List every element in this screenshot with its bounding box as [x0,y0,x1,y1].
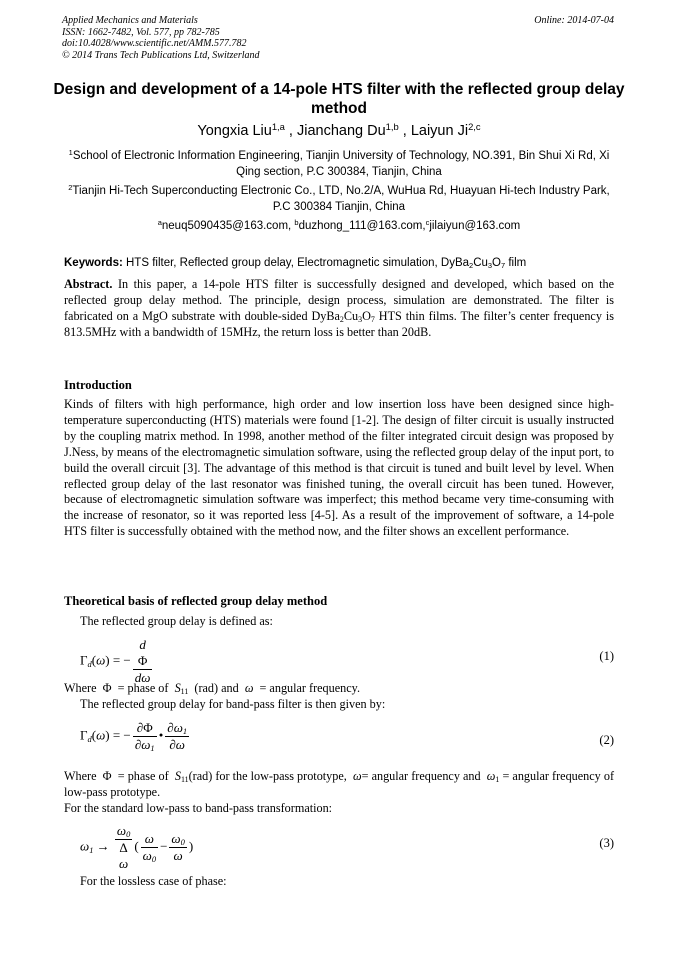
affiliation-text: School of Electronic Information Engineering, Tianjin University of Technology, NO.391, Bin Shui Xi Rd, Xi Qing section, P.C 300384, Tianjin, China [72,150,610,178]
equation-3-number: (3) [599,836,614,850]
formula-sub: 2 [469,260,474,270]
text-run: = [502,769,510,783]
keywords-text: HTS filter, Reflected group delay, Electromagnetic simulation, DyBa [126,257,470,269]
text-run: Where [64,681,97,695]
formula-sub: 7 [501,260,506,270]
author-list: Yongxia Liu$^{1,a}$ , Jianchang Du$^{1,b}$ , Laiyun Ji$^{2,c}$ [197,120,481,139]
email-address[interactable]: neuq5090435@163.com [161,220,289,232]
abstract-text: In this paper, a 14-pole HTS filter is successfully designed and developed, which based on the reflected group delay method. The principle, design process, simulation are demonstrated. The filter is fabricated on a MgO substrate with double-sided DyBa [64,277,614,323]
formula-part: O [362,308,371,323]
text-run: = phase of [117,681,169,695]
author-sup: 2,c [468,120,481,132]
issn-line: ISSN: 1662-7482, Vol. 577, pp 782-785 [62,26,220,38]
abstract-text: HTS thin films. The filter’s center frequency is 813.5MHz with a bandwidth of 15MHz, the return loss is better than 20dB. [64,308,614,339]
affiliation-text: Tianjin Hi-Tech Superconducting Electronic Co., LTD, No.2/A, WuHua Rd, Huayuan Hi-tech Industry Park, P.C 300384 Tianjin, China [72,185,610,213]
email-line: $^a$neuq5090435@163.com, $^b$duzhong_111@163.com,$^c$jilaiyun@163.com [157,217,521,232]
keywords-tail: film [505,257,527,269]
formula-sub: 2 [339,314,344,324]
formula-sub: 3 [358,314,363,324]
keywords-label: Keywords: [64,257,123,269]
formula-part: Cu [343,308,359,323]
section-heading-introduction: Introduction [64,378,132,392]
text-run: = angular frequency and [361,769,481,783]
theory-text-lossless: For the lossless case of phase: [80,874,227,888]
doi-line[interactable]: doi:10.4028/www.scientific.net/AMM.577.782 [62,38,247,49]
email-address[interactable]: duzhong_111@163.com [298,220,423,232]
journal-header [62,15,260,61]
affiliation-1 [60,149,618,180]
formula-part: O [492,257,501,269]
copyright-line: © 2014 Trans Tech Publications Ltd, Switzerland [62,49,260,61]
equation-2: $\Gamma_d(\omega)$ = − $\frac{\partial\Phi}{\partial\omega_1}$ • $\frac{\partial\omega_1}{\partial\omega}$ [80,720,188,754]
theory-text-standard: For the standard low-pass to band-pass transformation: [64,801,333,815]
email-sup: a [157,217,162,227]
author-name: Yongxia Liu [197,123,272,139]
text-run: (rad) for the low-pass prototype, [188,769,347,783]
author-name: Jianchang Du [296,123,386,139]
formula-sub: 7 [370,314,375,324]
intro-paragraph: Kinds of filters with high performance, high order and low insertion loss have been designed since high-temperature superconducting (HTS) materials were found [1-2]. The design of filter circuit is usually instructed by the coupling matrix method. In 1998, another method of the filter integrated circuit design was proposed by J.Ness, by means of the electromagnetic simulation software, using the reflected group delay of the input port, to build the overall circuit [3]. The advantage of this method is that circuit is tuned and built level by level. When reflected group delay of the last resonator was finished tuning, the overall circuit has been tuned. However, because of electromagnetic simulation software was imperfect; this method became very time-consuming with the increase of resonator, so it was reported less [4-5]. As a result of the improvement of software, a 14-pole HTS filter is successfully obtained with the method now, and the filter shows an excellent performance. [64,397,614,539]
keywords-line [64,256,616,271]
abstract-label: Abstract. [64,277,113,291]
equation-1-number: (1) [599,649,614,663]
affiliation-sup: 1 [68,147,73,157]
equation-3: $\omega_1$ → $\omega_0$ Δ ω ( $\frac{\omega}{\omega_0}$ − $\frac{\omega_0}{\omega}$ ) [80,823,194,871]
author-sup: 1,a [271,120,285,132]
theory-text-bandpass: The reflected group delay for band-pass filter is then given by: [80,697,386,711]
section-heading-theory: Theoretical basis of reflected group delay method [64,594,328,608]
formula-sub: 3 [487,260,493,270]
text-run: Where [64,769,97,783]
affiliation-2 [60,184,618,215]
journal-name: Applied Mechanics and Materials [62,15,198,26]
text-run: = phase of [117,769,169,783]
affiliation-sup: 2 [68,182,73,192]
text-run: = angular frequency. [259,681,361,695]
theory-where-2: Where Φ = phase of $S_{11}(rad)$ for the low-pass prototype, ω= angular frequency and $\omega_1$ = angular frequency of low-pass prototype. [64,769,615,799]
text-run: (rad) and [194,681,239,695]
theory-where-1: Where Φ = phase of $S_{11}$ (rad) and ω = angular frequency. [64,681,361,696]
text-run: angular frequency of low-pass prototype. [64,769,615,799]
email-sup: b [294,217,299,227]
paper-title: Design and development of a 14-pole HTS filter with the reflected group delay method [53,81,625,117]
author-name: Laiyun Ji [410,123,469,139]
theory-text-defined: The reflected group delay is defined as: [80,614,273,628]
abstract [64,277,614,341]
equation-1: $\Gamma_d(\omega)$ = − d Φ dω [80,637,151,685]
online-date: Online: 2014-07-04 [534,15,614,26]
email-sup: c [425,217,430,227]
formula-part: Cu [473,257,488,269]
equation-2-number: (2) [599,733,614,747]
author-sup: 1,b [385,120,399,132]
email-address[interactable]: jilaiyun@163.com [429,220,521,232]
